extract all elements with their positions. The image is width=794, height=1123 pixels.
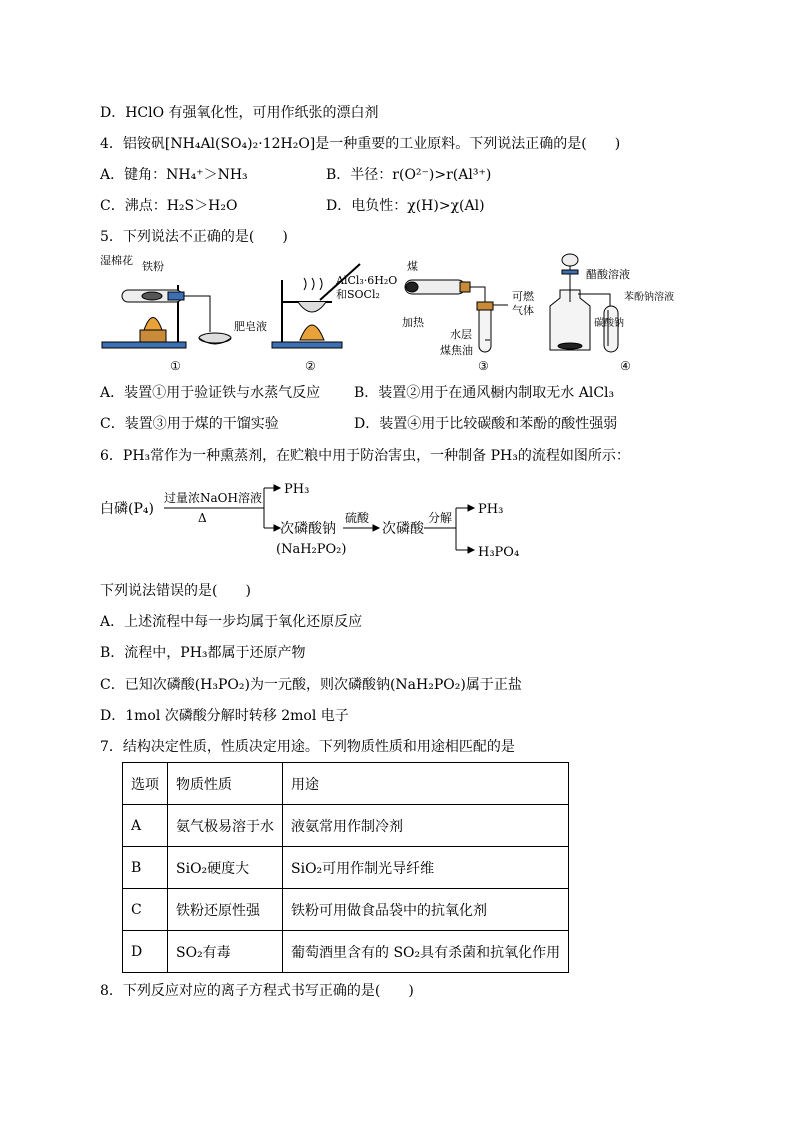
q5-figure-num-2: ② [305,359,316,373]
q6-cond2: 硫酸 [345,511,370,525]
q6-start: 白磷(P₄) [100,501,154,517]
q6-cond3: 分解 [428,511,453,525]
q5-option-a: A．装置①用于验证铁与水蒸气反应 [100,385,321,401]
q7-cell: B [123,847,168,889]
q5-apparatus-figure [100,250,674,373]
q4-option-b: B．半径：r(O²⁻)>r(Al³⁺) [326,167,492,183]
q7-header-property: 物质性质 [168,763,283,805]
q7-cell: C [123,889,168,931]
q4-option-a: A．键角：NH₄⁺＞NH₃ [100,167,248,183]
q5-label-gas-1: 可燃 [512,290,534,303]
q7-cell: 氨气极易溶于水 [168,805,283,847]
q5-figure-num-3: ③ [478,359,489,373]
table-row [123,889,569,931]
q5-label-gas-2: 气体 [512,304,534,317]
q5-label-wet-cotton-1: 湿棉花 [100,254,133,267]
table-row [123,805,569,847]
q4-option-c: C．沸点：H₂S＞H₂O [100,198,238,214]
q6-ask: 下列说法错误的是( ) [100,583,251,599]
q6-product-h3po4: H₃PO₄ [478,545,520,560]
table-row [123,931,569,973]
q6-stem: 6．PH₃常作为一种熏蒸剂，在贮粮中用于防治害虫，一种制备 PH₃的流程如图所示： [100,448,630,464]
q5-figure-num-1: ① [170,359,181,373]
q7-header-use: 用途 [283,763,569,805]
q4-stem: 4．铝铵矾[NH₄Al(SO₄)₂·12H₂O]是一种重要的工业原料。下列说法正确的是( ) [100,136,621,152]
q5-label-water: 水层 [450,328,472,341]
table-row [123,847,569,889]
q7-cell: 液氨常用作制冷剂 [283,805,569,847]
q5-label-na2co3: 碳酸钠 [594,318,624,329]
q6-flowchart [100,478,550,568]
q7-cell: SO₂有毒 [168,931,283,973]
q5-stem: 5．下列说法不正确的是( ) [100,229,288,245]
q3-option-d: D．HClO 有强氧化性，可用作纸张的漂白剂 [100,105,379,121]
q6-option-a: A．上述流程中每一步均属于氧化还原反应 [100,614,363,630]
q7-stem: 7．结构决定性质，性质决定用途。下列物质性质和用途相匹配的是 [100,739,515,755]
q7-cell: SiO₂可用作制光导纤维 [283,847,569,889]
q6-mid1-formula: (NaH₂PO₂) [276,542,347,557]
q8-stem: 8．下列反应对应的离子方程式书写正确的是( ) [100,983,414,999]
q5-label-heat: 加热 [402,316,424,329]
q5-label-phenolate: 苯酚钠溶液 [624,292,674,303]
q5-label-iron: 铁粉 [142,260,164,273]
q7-cell: 葡萄酒里含有的 SO₂具有杀菌和抗氧化作用 [283,931,569,973]
q6-cond1: 过量浓NaOH溶液 [164,491,262,505]
q6-option-b: B．流程中，PH₃都属于还原产物 [100,645,306,661]
q6-option-d: D．1mol 次磷酸分解时转移 2mol 电子 [100,708,349,724]
q7-cell: 铁粉还原性强 [168,889,283,931]
q5-option-d: D．装置④用于比较碳酸和苯酚的酸性强弱 [354,416,618,432]
q7-table-header-row [123,763,569,805]
q5-label-socl2: 和SOCl₂ [336,288,380,301]
q7-cell: 铁粉可用做食品袋中的抗氧化剂 [283,889,569,931]
q6-mid1: 次磷酸钠 [280,521,336,537]
q7-cell: SiO₂硬度大 [168,847,283,889]
q6-product-ph3-2: PH₃ [478,502,504,517]
q5-label-tar: 煤焦油 [440,344,473,357]
q5-option-c: C．装置③用于煤的干馏实验 [100,416,279,432]
q7-cell: A [123,805,168,847]
q7-cell: D [123,931,168,973]
q4-option-d: D．电负性：χ(H)>χ(Al) [326,198,485,214]
q6-delta: Δ [198,511,207,525]
q6-product-ph3-1: PH₃ [284,482,310,497]
q6-mid2: 次磷酸 [382,521,424,537]
q5-label-acetic: 醋酸溶液 [586,268,630,281]
q5-label-soap: 肥皂液 [234,320,267,333]
q5-label-coal: 煤 [407,260,418,273]
q5-option-b: B．装置②用于在通风橱内制取无水 AlCl₃ [354,385,615,401]
q5-figure-num-4: ④ [620,359,631,373]
q7-table [122,762,569,973]
q7-header-option: 选项 [123,763,168,805]
q6-option-c: C．已知次磷酸(H₃PO₂)为一元酸，则次磷酸钠(NaH₂PO₂)属于正盐 [100,677,522,693]
q5-label-alcl3: AlCl₃·6H₂O [336,274,398,287]
